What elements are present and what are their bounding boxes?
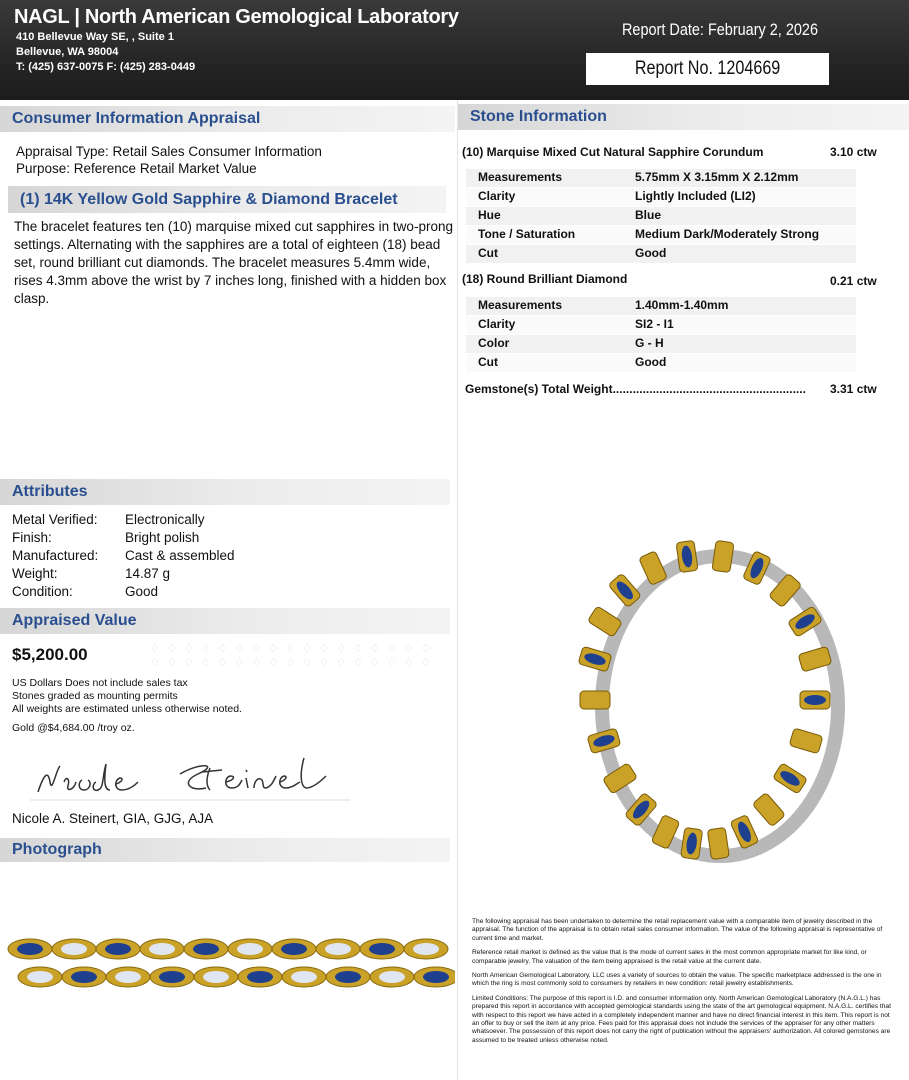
stone-section-bar xyxy=(458,104,909,130)
signature-text: Nicole Steinert xyxy=(30,752,37,753)
grading-note: Stones graded as mounting permits xyxy=(12,690,178,702)
sapphire-label: Hue xyxy=(478,208,501,222)
sapphire-title: (10) Marquise Mixed Cut Natural Sapphire Corundum xyxy=(462,145,764,159)
appraisal-type: Appraisal Type: Retail Sales Consumer Information xyxy=(16,144,322,159)
consumer-section-title: Consumer Information Appraisal xyxy=(12,110,261,127)
diamond-stone xyxy=(413,943,439,955)
diamond-stone xyxy=(291,971,317,983)
stone-section-title: Stone Information xyxy=(470,108,607,125)
diamond-stone xyxy=(237,943,263,955)
bracelet-link xyxy=(712,540,734,572)
legal-paragraph-1: The following appraisal has been undertaken to determine the retail replacement value with a comparable item of jewelry described in the appraisal. The function of the appraisal is to obtain retail sales consumer information. The value of the following appraisal is representative of current time and market. xyxy=(472,918,883,942)
diamond-value: 1.40mm-1.40mm xyxy=(635,298,729,312)
bracelet-link xyxy=(639,551,668,586)
attribute-value: 14.87 g xyxy=(125,566,171,581)
report-header xyxy=(0,0,909,100)
bracelet-photo-loop xyxy=(545,520,865,875)
report-number: Report No. 1204669 xyxy=(634,58,781,79)
legal-paragraph-4: Limited Conditions: The purpose of this report is I.D. and consumer information only. North American Gemological Laboratory (N.A.G.L.) has prepared this report in accordance with accepted gemological standards using the state of the art gemological equipment. N.A.G.L. certifies that with respect to this report we have acted in a completely independent manner and have no direct financial interest in this item. This report is not an offer to buy or sell the item at any price. Fees paid for this appraisal does not include the services of the appraiser for any other matters whatsoever. The possession of this report does not carry the right of publication without the appraisers' authorization. All colored gemstones are assumed to be treated unless otherwise noted. xyxy=(472,994,891,1044)
item-title: (1) 14K Yellow Gold Sapphire & Diamond Bracelet xyxy=(20,190,398,208)
currency-note: US Dollars Does not include sales tax xyxy=(12,677,188,689)
sapphire-stone xyxy=(159,971,185,983)
diamond-stone xyxy=(379,971,405,983)
sapphire-label: Tone / Saturation xyxy=(478,227,576,241)
diamond-stone xyxy=(115,971,141,983)
legal-paragraph-2: Reference retail market is defined as the value that is the mode of current sales in the most common appropriate market for like kind, or comparable jewelry. The valuation of the item being appraised is the retail value at the current date. xyxy=(472,949,867,965)
diamond-stone xyxy=(325,943,351,955)
address-line-2: Bellevue, WA 98004 xyxy=(16,46,119,58)
item-description: The bracelet features ten (10) marquise mixed cut sapphires in two-prong settings. Alternating with the sapphires are a total of eighteen (18) bead set, round brilliant cut diamonds. The bracelet measures 5.4mm wide, rises 4.3mm above the wrist by 7 inches long, finished with a hidden box clasp. xyxy=(14,219,453,306)
attribute-value: Good xyxy=(125,584,159,599)
sapphire-stone xyxy=(17,943,43,955)
sapphire-value: Medium Dark/Moderately Strong xyxy=(635,227,820,241)
diamond-weight: 0.21 ctw xyxy=(830,274,877,288)
phone-numbers: T: (425) 637-0075 F: (425) 283-0449 xyxy=(16,61,196,73)
attributes-section-bar xyxy=(0,479,450,505)
sapphire-label: Cut xyxy=(478,246,498,260)
diamond-stone xyxy=(61,943,87,955)
total-weight-label: Gemstone(s) Total Weight.......................................................... xyxy=(465,382,806,396)
diamond-stone xyxy=(27,971,53,983)
diamond-title: (18) Round Brilliant Diamond xyxy=(462,272,628,286)
gold-price: Gold @$4,684.00 /troy oz. xyxy=(12,722,135,734)
sapphire-label: Clarity xyxy=(478,189,516,203)
photograph-section-bar xyxy=(0,838,450,862)
column-divider xyxy=(457,100,458,1080)
sapphire-value: Lightly Included (LI2) xyxy=(635,189,756,203)
attribute-label: Manufactured: xyxy=(12,548,99,563)
signature-image xyxy=(30,752,350,804)
lab-name: NAGL | North American Gemological Laboratory xyxy=(14,6,459,28)
diamond-stone xyxy=(203,971,229,983)
attribute-label: Finish: xyxy=(12,530,52,545)
address-line-1: 410 Bellevue Way SE, , Suite 1 xyxy=(16,31,174,43)
sapphire-stone xyxy=(423,971,449,983)
diamond-stone xyxy=(149,943,175,955)
attribute-label: Weight: xyxy=(12,566,58,581)
appraised-section-bar xyxy=(0,608,450,634)
sapphire-value: Blue xyxy=(635,208,662,222)
sapphire-stone xyxy=(335,971,361,983)
attribute-value: Bright polish xyxy=(125,530,200,545)
bracelet-photo-horizontal xyxy=(0,925,455,1005)
legal-paragraph-3: North American Gemological Laboratory, LLC uses a variety of sources to obtain the value. The specific marketplace addressed is the one in which the ring is most commonly sold to consumers by retailers in new condition: retail jewelry establishments. xyxy=(472,972,882,988)
item-title-bar xyxy=(8,186,446,213)
weights-note: All weights are estimated unless otherwise noted. xyxy=(12,703,242,715)
appraised-section-title: Appraised Value xyxy=(12,612,137,629)
sapphire-stone xyxy=(281,943,307,955)
diamond-value: Good xyxy=(635,355,667,369)
report-number-box xyxy=(586,53,829,85)
sapphire-weight: 3.10 ctw xyxy=(830,145,877,159)
diamond-value: SI2 - I1 xyxy=(635,317,674,331)
bracelet-link xyxy=(789,728,823,754)
attribute-label: Condition: xyxy=(12,584,73,599)
bracelet-link xyxy=(707,827,729,859)
legal-disclaimer xyxy=(472,918,897,1051)
sapphire-stone xyxy=(247,971,273,983)
bracelet-link xyxy=(580,691,610,709)
sapphire-stone xyxy=(105,943,131,955)
attribute-label: Metal Verified: xyxy=(12,512,98,527)
sapphire-stone xyxy=(71,971,97,983)
diamond-label: Clarity xyxy=(478,317,516,331)
consumer-section-bar xyxy=(0,106,455,132)
appraisal-purpose: Purpose: Reference Retail Market Value xyxy=(16,161,257,176)
sapphire-value: Good xyxy=(635,246,667,260)
sapphire-label: Measurements xyxy=(478,170,563,184)
total-weight-value: 3.31 ctw xyxy=(830,382,877,396)
diamond-label: Cut xyxy=(478,355,498,369)
diamond-label: Color xyxy=(478,336,510,350)
sapphire-stone xyxy=(193,943,219,955)
photograph-section-title: Photograph xyxy=(12,841,102,858)
attributes-section-title: Attributes xyxy=(12,483,88,500)
diamond-value: G - H xyxy=(635,336,664,350)
attribute-value: Cast & assembled xyxy=(125,548,235,563)
appraised-value: $5,200.00 xyxy=(12,645,88,664)
sapphire-stone xyxy=(804,695,826,705)
report-date: Report Date: February 2, 2026 xyxy=(622,20,818,39)
appraiser-name: Nicole A. Steinert, GIA, GJG, AJA xyxy=(12,811,214,826)
attribute-value: Electronically xyxy=(125,512,205,527)
diamond-label: Measurements xyxy=(478,298,563,312)
diamond-watermark-pattern: ♢ ♢ ♢ ♢ ♢ ♢ ♢ ♢ ♢ ♢ ♢ ♢ ♢ ♢ ♢ ♢ ♢ ♢ ♢ ♢ ♢ ♢ ♢ ♢ ♢ ♢ ♢ ♢ ♢ ♢ ♢ ♢ ♢ ♢ xyxy=(150,643,433,669)
bracelet-link xyxy=(798,646,832,672)
sapphire-stone xyxy=(369,943,395,955)
sapphire-value: 5.75mm X 3.15mm X 2.12mm xyxy=(635,170,799,184)
bracelet-link xyxy=(752,792,785,826)
